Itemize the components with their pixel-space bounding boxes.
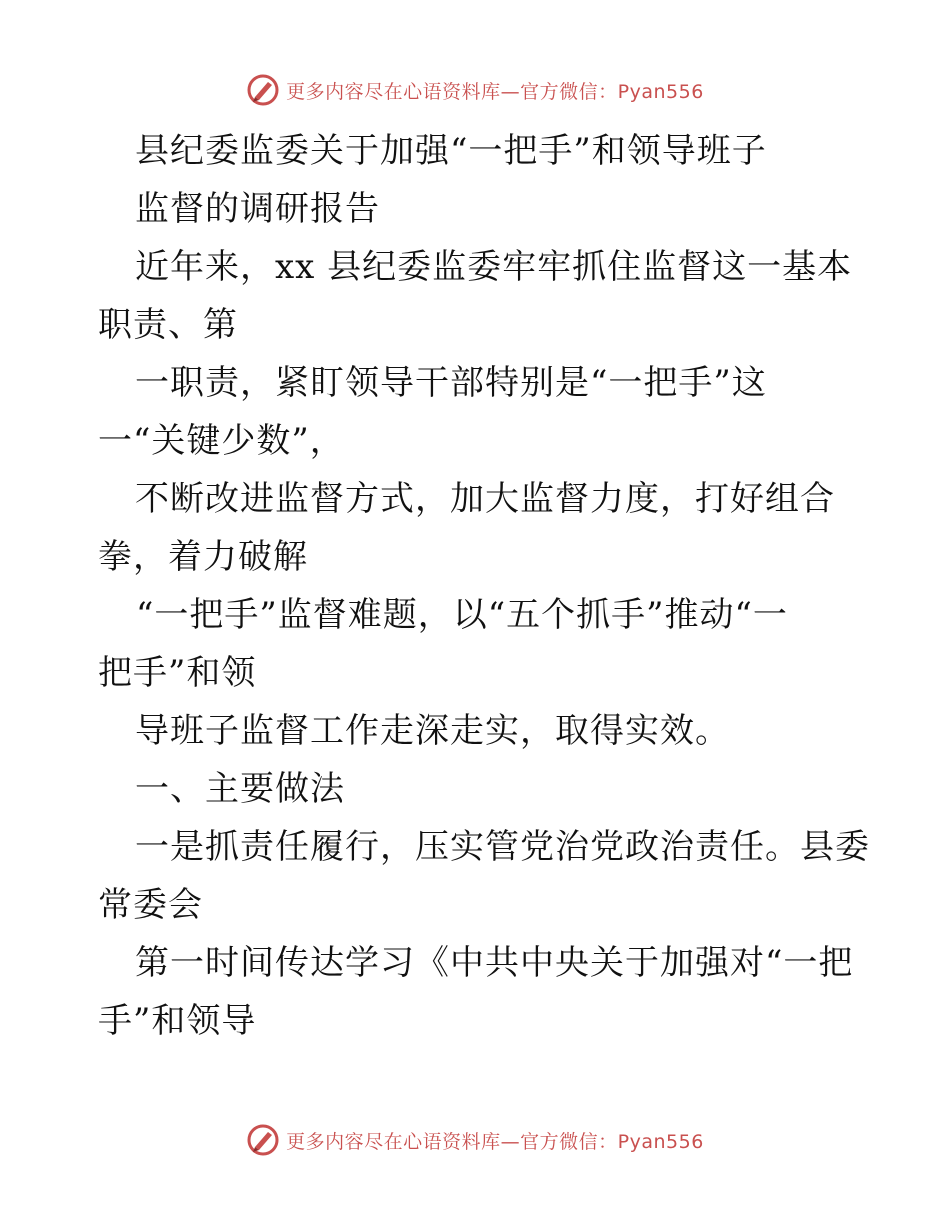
watermark-footer xyxy=(0,1120,950,1160)
paragraph-line: 导班子监督工作走深走实，取得实效。 xyxy=(135,711,730,751)
paragraph-line: “一把手”监督难题，以“五个抓手”推动“一 xyxy=(136,595,788,635)
paragraph-line: 一是抓责任履行，压实管党治党政治责任。县委 xyxy=(135,827,870,867)
pen-logo-icon xyxy=(246,73,280,107)
watermark-text: 更多内容尽在心语资料库—官方微信：Pyan556 xyxy=(286,1130,704,1153)
section-heading: 一、主要做法 xyxy=(135,769,345,809)
paragraph-line: 近年来，xx 县纪委监委牢牢抓住监督这一基本 xyxy=(135,247,853,287)
paragraph-line: 不断改进监督方式，加大监督力度，打好组合 xyxy=(135,479,835,519)
watermark-text: 更多内容尽在心语资料库—官方微信：Pyan556 xyxy=(286,80,704,103)
paragraph-line: 一“关键少数”， xyxy=(98,421,345,461)
paragraph-line: 职责、第 xyxy=(98,305,238,345)
watermark-header xyxy=(0,70,950,110)
document-title-line-2: 监督的调研报告 xyxy=(135,189,380,229)
paragraph-line: 第一时间传达学习《中共中央关于加强对“一把 xyxy=(135,943,854,983)
paragraph-line: 一职责，紧盯领导干部特别是“一把手”这 xyxy=(135,363,767,403)
paragraph-line: 常委会 xyxy=(98,885,203,925)
paragraph-line: 拳，着力破解 xyxy=(98,537,308,577)
document-body xyxy=(98,122,870,1050)
document-title-line-1: 县纪委监委关于加强“一把手”和领导班子 xyxy=(135,131,767,171)
paragraph-line: 把手”和领 xyxy=(98,653,257,693)
paragraph-line: 手”和领导 xyxy=(98,1001,257,1041)
pen-logo-icon xyxy=(246,1123,280,1157)
